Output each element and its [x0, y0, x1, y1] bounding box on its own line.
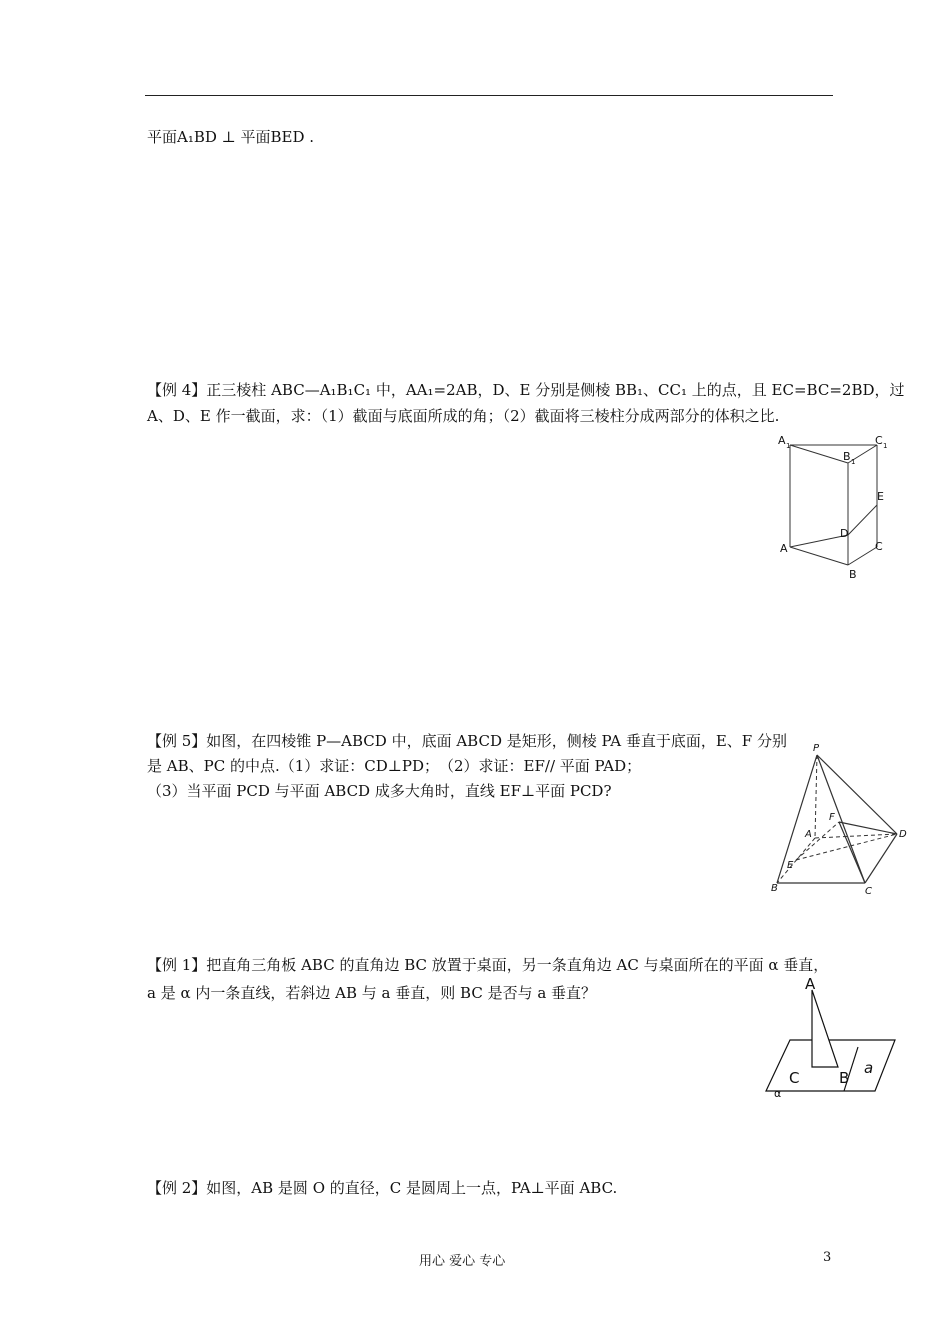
- page-number: 3: [823, 1250, 832, 1265]
- label-c: C: [865, 886, 872, 897]
- section-edge-de: [848, 505, 877, 535]
- label-alpha: α: [774, 1087, 782, 1100]
- label-line-a: a: [864, 1059, 874, 1077]
- label-p: P: [813, 743, 820, 754]
- label-e: E: [877, 490, 884, 503]
- label-a: A: [805, 829, 812, 840]
- hidden-edge-ab: [777, 838, 815, 883]
- footer-slogan: 用心 爱心 专心: [419, 1254, 506, 1269]
- label-d: D: [840, 527, 849, 540]
- label-b: B: [771, 883, 778, 894]
- label-b: B: [849, 568, 857, 581]
- prism-edge-ab: [790, 547, 848, 565]
- example-5-line-2: 是 AB、PC 的中点.（1）求证：CD⊥PD； （2）求证：EF// 平面 PAD；: [147, 757, 642, 775]
- pyramid-edge-pc: [817, 755, 865, 883]
- segment-fc: [839, 822, 865, 883]
- label-a1: A: [778, 434, 786, 447]
- label-f: F: [829, 812, 835, 823]
- label-e: E: [787, 860, 794, 871]
- example-1-line-2: a 是 α 内一条直线，若斜边 AB 与 a 垂直，则 BC 是否与 a 垂直？: [147, 984, 597, 1002]
- header-rule: [145, 95, 833, 96]
- prism-edge-a1b1: [790, 445, 848, 463]
- segment-fd: [839, 822, 897, 834]
- hidden-edge-pa: [815, 755, 817, 838]
- label-c1: C: [875, 434, 883, 447]
- example-1-line-1: 【例 1】把直角三角板 ABC 的直角边 BC 放置于桌面，另一条直角边 AC 与桌面所在的平面 α 垂直，: [147, 956, 829, 974]
- label-a: A: [780, 542, 788, 555]
- pyramid-edge-pb: [777, 755, 817, 883]
- prism-figure: [770, 430, 900, 585]
- label-c1-sub: 1: [883, 442, 888, 450]
- prism-edge-bc: [848, 547, 877, 565]
- label-b1: B: [843, 450, 851, 463]
- pyramid-figure: [765, 738, 910, 898]
- example-4-line-1: 【例 4】正三棱柱 ABC—A₁B₁C₁ 中，AA₁=2AB，D、E 分别是侧棱 BB₁、CC₁ 上的点，且 EC=BC=2BD，过: [147, 381, 905, 399]
- label-b1-sub: 1: [851, 458, 856, 466]
- triangle-abc: [812, 990, 838, 1067]
- label-c: C: [789, 1069, 800, 1087]
- label-c: C: [875, 540, 883, 553]
- label-d: D: [899, 829, 907, 840]
- label-a: A: [805, 975, 816, 993]
- label-a1-sub: 1: [786, 442, 791, 450]
- example-2-line-1: 【例 2】如图，AB 是圆 O 的直径，C 是圆周上一点，PA⊥平面 ABC.: [147, 1179, 618, 1197]
- proof-conclusion: 平面A₁BD ⊥ 平面BED .: [147, 128, 315, 146]
- example-5-line-3: （3）当平面 PCD 与平面 ABCD 成多大角时，直线 EF⊥平面 PCD?: [147, 782, 612, 800]
- triangle-plane-figure: [760, 975, 900, 1100]
- example-4-line-2: A、D、E 作一截面，求：（1）截面与底面所成的角；（2）截面将三棱柱分成两部分的体积之比.: [147, 407, 780, 425]
- pyramid-edge-cd: [865, 834, 897, 883]
- example-5-line-1: 【例 5】如图，在四棱锥 P—ABCD 中，底面 ABCD 是矩形，侧棱 PA 垂直于底面，E、F 分别: [147, 732, 787, 750]
- label-b: B: [839, 1069, 850, 1087]
